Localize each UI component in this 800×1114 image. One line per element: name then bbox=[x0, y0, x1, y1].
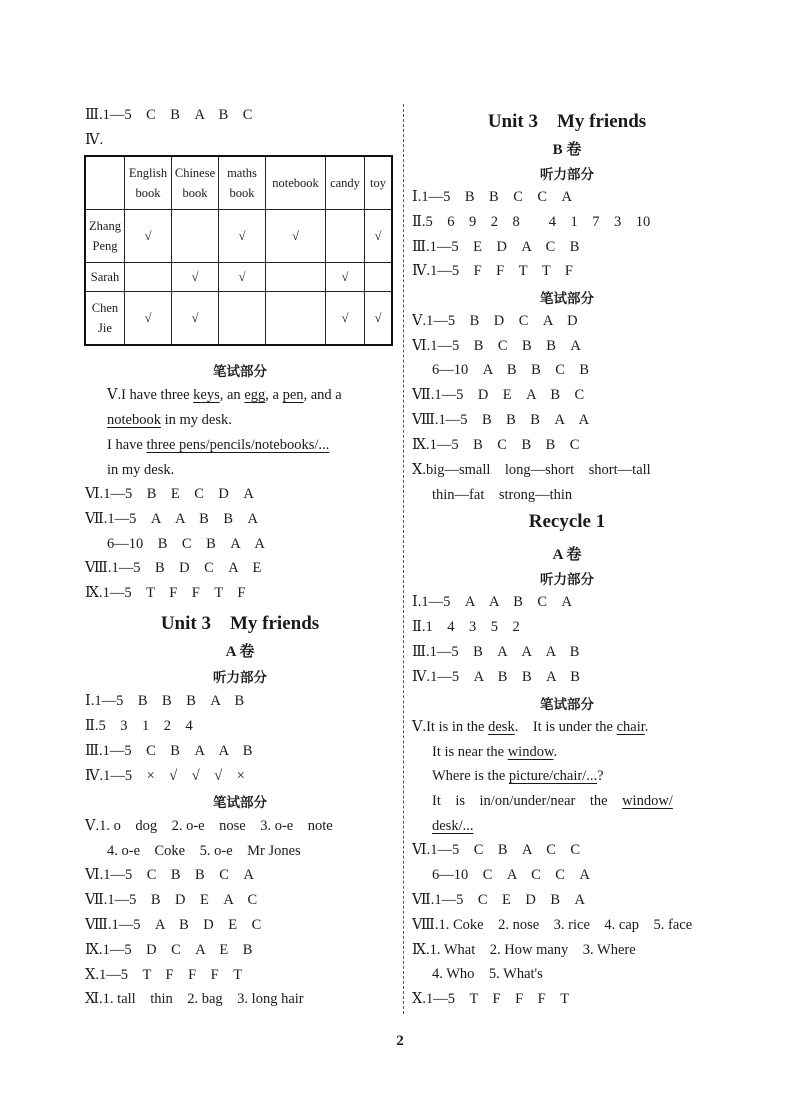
unit-heading: Recycle 1 bbox=[528, 511, 606, 532]
answer-text: Ⅰ.1—5 B B B A B bbox=[85, 693, 245, 709]
answer-text: Ⅸ.1—5 B C B B C bbox=[412, 437, 580, 453]
answer-text: Ⅹ.big—small long—short short—tall bbox=[412, 462, 651, 478]
answer-text: Ⅶ.1—5 D E A B C bbox=[412, 387, 585, 403]
table-header-cell: notebook bbox=[266, 156, 326, 210]
answer-text: Where is the bbox=[432, 768, 509, 784]
answer-text: Ⅹ.1—5 T F F F T bbox=[85, 967, 243, 983]
table-header-cell: English book bbox=[125, 156, 172, 210]
answer-text: Ⅱ.5 6 9 2 8 4 1 7 3 10 bbox=[412, 214, 651, 230]
answer-line bbox=[85, 988, 304, 1010]
answer-text: , a bbox=[265, 387, 283, 403]
underlined-answer: chair bbox=[616, 719, 645, 735]
check-cell bbox=[326, 210, 365, 263]
check-cell bbox=[125, 263, 172, 292]
table-corner-cell bbox=[85, 156, 125, 210]
check-cell: √ bbox=[266, 210, 326, 263]
answer-text: Ⅳ.1—5 A B B A B bbox=[412, 669, 580, 685]
answer-text: Ⅵ.1—5 B C B B A bbox=[412, 338, 581, 354]
answer-line bbox=[85, 964, 242, 986]
section-heading: 听力部分 bbox=[540, 572, 594, 588]
answer-text: Ⅸ.1. What 2. How many 3. Where bbox=[412, 942, 636, 958]
answer-text: It is in/on/under/near the bbox=[432, 793, 623, 809]
answer-line bbox=[412, 335, 581, 357]
answer-line bbox=[107, 434, 329, 456]
answer-text: Ⅵ.1—5 C B A C C bbox=[412, 842, 581, 858]
answer-text: Ⅺ.1. tall thin 2. bag 3. long hair bbox=[85, 991, 304, 1007]
answer-line bbox=[412, 591, 572, 613]
answer-line bbox=[412, 459, 651, 481]
table-row bbox=[85, 210, 392, 263]
check-cell: √ bbox=[326, 263, 365, 292]
answer-text: . bbox=[553, 744, 558, 760]
answer-line bbox=[85, 557, 261, 579]
answer-text: 4. o-e Coke 5. o-e Mr Jones bbox=[107, 843, 301, 859]
answer-text: Ⅲ.1—5 B A A A B bbox=[412, 644, 580, 660]
answer-text: Ⅶ.1—5 C E D B A bbox=[412, 892, 585, 908]
answer-line bbox=[412, 641, 579, 663]
underlined-answer: keys bbox=[193, 387, 220, 403]
answer-line bbox=[85, 864, 254, 886]
answer-line bbox=[412, 384, 584, 406]
answer-text: Ⅸ.1—5 D C A E B bbox=[85, 942, 253, 958]
answer-text: It is near the bbox=[432, 744, 508, 760]
answer-line bbox=[412, 236, 579, 258]
answer-text: Ⅶ.1—5 A A B B A bbox=[85, 511, 258, 527]
table-row bbox=[85, 292, 392, 346]
answer-line bbox=[85, 690, 244, 712]
answer-text: Ⅳ.1—5 F F T T F bbox=[412, 263, 573, 279]
answer-line bbox=[412, 939, 636, 961]
answer-text: Ⅷ.1—5 B B B A A bbox=[412, 412, 590, 428]
answer-line bbox=[412, 716, 648, 738]
answer-line bbox=[85, 939, 252, 961]
answer-line bbox=[432, 790, 673, 812]
answer-line bbox=[85, 914, 261, 936]
check-cell bbox=[365, 263, 393, 292]
answer-line bbox=[412, 988, 569, 1010]
answer-text: , and a bbox=[303, 387, 342, 403]
section-heading: 笔试部分 bbox=[540, 291, 594, 307]
underlined-answer: desk/... bbox=[432, 818, 474, 834]
answer-text: in my desk. bbox=[107, 462, 175, 478]
answer-line bbox=[107, 459, 174, 481]
answer-line bbox=[85, 815, 333, 837]
answer-text: Ⅱ.1 4 3 5 2 bbox=[412, 619, 520, 635]
answer-line bbox=[85, 889, 257, 911]
check-cell: √ bbox=[125, 210, 172, 263]
check-cell: √ bbox=[219, 263, 266, 292]
answer-line bbox=[432, 741, 557, 763]
answer-line bbox=[85, 508, 258, 530]
answer-line bbox=[85, 129, 103, 151]
answer-line bbox=[412, 409, 589, 431]
answer-line bbox=[412, 889, 585, 911]
answer-text: Ⅵ.1—5 B E C D A bbox=[85, 486, 254, 502]
answer-text: Ⅶ.1—5 B D E A C bbox=[85, 892, 258, 908]
answer-line bbox=[432, 815, 473, 837]
answer-text: Ⅷ.1—5 B D C A E bbox=[85, 560, 262, 576]
underlined-answer: picture/chair/... bbox=[508, 768, 598, 784]
answer-table bbox=[84, 155, 393, 346]
section-heading: 笔试部分 bbox=[540, 697, 594, 713]
answer-line bbox=[412, 434, 579, 456]
paper-heading: A 卷 bbox=[552, 547, 582, 563]
answer-text: Ⅴ.1—5 B D C A D bbox=[412, 313, 578, 329]
table-header-cell: maths book bbox=[219, 156, 266, 210]
check-cell bbox=[266, 292, 326, 346]
answer-text: Ⅸ.1—5 T F F T F bbox=[85, 585, 246, 601]
column-divider bbox=[403, 104, 404, 1014]
answer-text: Ⅱ.5 3 1 2 4 bbox=[85, 718, 193, 734]
answer-text: Ⅳ. bbox=[85, 132, 104, 148]
underlined-answer: pen bbox=[282, 387, 304, 403]
answer-line bbox=[85, 765, 245, 787]
answer-line bbox=[85, 104, 252, 126]
underlined-answer: desk bbox=[488, 719, 515, 735]
section-heading: 笔试部分 bbox=[213, 364, 267, 380]
answer-text: 6—10 C A C C A bbox=[432, 867, 590, 883]
check-cell: √ bbox=[326, 292, 365, 346]
table-header-cell: toy bbox=[365, 156, 393, 210]
answer-line bbox=[412, 666, 580, 688]
table-header-cell: Chinese book bbox=[172, 156, 219, 210]
answer-line bbox=[107, 384, 342, 406]
row-name-cell: Chen Jie bbox=[85, 292, 125, 346]
answer-line bbox=[107, 533, 265, 555]
answer-text: Ⅵ.1—5 C B B C A bbox=[85, 867, 254, 883]
table-header-cell: candy bbox=[326, 156, 365, 210]
answer-text: Ⅰ.1—5 B B C C A bbox=[412, 189, 573, 205]
row-name-cell: Zhang Peng bbox=[85, 210, 125, 263]
answer-text: Ⅷ.1—5 A B D E C bbox=[85, 917, 262, 933]
row-name-cell: Sarah bbox=[85, 263, 125, 292]
answer-text: Ⅹ.1—5 T F F F T bbox=[412, 991, 570, 1007]
answer-text: Ⅳ.1—5 × √ √ √ × bbox=[85, 768, 245, 784]
paper-heading: A 卷 bbox=[225, 644, 255, 660]
answer-text: Ⅴ.I have three bbox=[107, 387, 194, 403]
underlined-answer: egg bbox=[244, 387, 266, 403]
page-number: 2 bbox=[396, 1033, 404, 1049]
check-cell: √ bbox=[365, 292, 393, 346]
answer-line bbox=[432, 765, 604, 787]
answer-text: 4. Who 5. What's bbox=[432, 966, 543, 982]
unit-heading: Unit 3 My friends bbox=[487, 111, 647, 132]
answer-line bbox=[412, 211, 650, 233]
unit-heading: Unit 3 My friends bbox=[160, 613, 320, 634]
check-cell: √ bbox=[219, 210, 266, 263]
answer-text: Ⅰ.1—5 A A B C A bbox=[412, 594, 573, 610]
answer-text: Ⅲ.1—5 C B A A B bbox=[85, 743, 253, 759]
answer-text: 6—10 A B B C B bbox=[432, 362, 590, 378]
section-heading: 听力部分 bbox=[540, 167, 594, 183]
check-cell: √ bbox=[365, 210, 393, 263]
answer-line bbox=[432, 359, 589, 381]
answer-line bbox=[85, 582, 246, 604]
check-cell: √ bbox=[172, 263, 219, 292]
answer-text: Ⅷ.1. Coke 2. nose 3. rice 4. cap 5. face bbox=[412, 917, 693, 933]
answer-text: Ⅲ.1—5 E D A C B bbox=[412, 239, 580, 255]
answer-line bbox=[412, 616, 520, 638]
section-heading: 听力部分 bbox=[213, 670, 267, 686]
answer-text: I have bbox=[107, 437, 147, 453]
answer-line bbox=[412, 186, 572, 208]
underlined-answer: three pens/pencils/notebooks/... bbox=[146, 437, 330, 453]
answer-line bbox=[85, 740, 252, 762]
check-cell: √ bbox=[172, 292, 219, 346]
answer-text: . It is under the bbox=[514, 719, 617, 735]
answer-text: 6—10 B C B A A bbox=[107, 536, 265, 552]
answer-line bbox=[432, 963, 543, 985]
answer-text: Ⅴ.1. o dog 2. o-e nose 3. o-e note bbox=[85, 818, 333, 834]
check-cell bbox=[172, 210, 219, 263]
answer-line bbox=[412, 310, 578, 332]
answer-text: thin—fat strong—thin bbox=[432, 487, 573, 503]
answer-line bbox=[412, 914, 692, 936]
answer-text: , an bbox=[219, 387, 245, 403]
answer-text: Ⅴ.It is in the bbox=[412, 719, 489, 735]
check-cell bbox=[219, 292, 266, 346]
answer-text: in my desk. bbox=[160, 412, 232, 428]
answer-text: . bbox=[644, 719, 649, 735]
underlined-answer: notebook bbox=[107, 412, 161, 428]
check-cell bbox=[266, 263, 326, 292]
table-header-row bbox=[85, 156, 392, 210]
answer-text: ? bbox=[597, 768, 604, 784]
answer-line bbox=[107, 409, 232, 431]
answer-line bbox=[107, 840, 301, 862]
answer-line bbox=[432, 484, 572, 506]
check-cell: √ bbox=[125, 292, 172, 346]
section-heading: 笔试部分 bbox=[213, 795, 267, 811]
answer-line bbox=[85, 715, 193, 737]
answer-line bbox=[85, 483, 254, 505]
answer-text: Ⅲ.1—5 C B A B C bbox=[85, 107, 253, 123]
answer-line bbox=[412, 839, 580, 861]
underlined-answer: window/ bbox=[622, 793, 673, 809]
paper-heading: B 卷 bbox=[552, 142, 582, 158]
table-row bbox=[85, 263, 392, 292]
answer-line bbox=[432, 864, 590, 886]
underlined-answer: window bbox=[507, 744, 554, 760]
answer-line bbox=[412, 260, 573, 282]
